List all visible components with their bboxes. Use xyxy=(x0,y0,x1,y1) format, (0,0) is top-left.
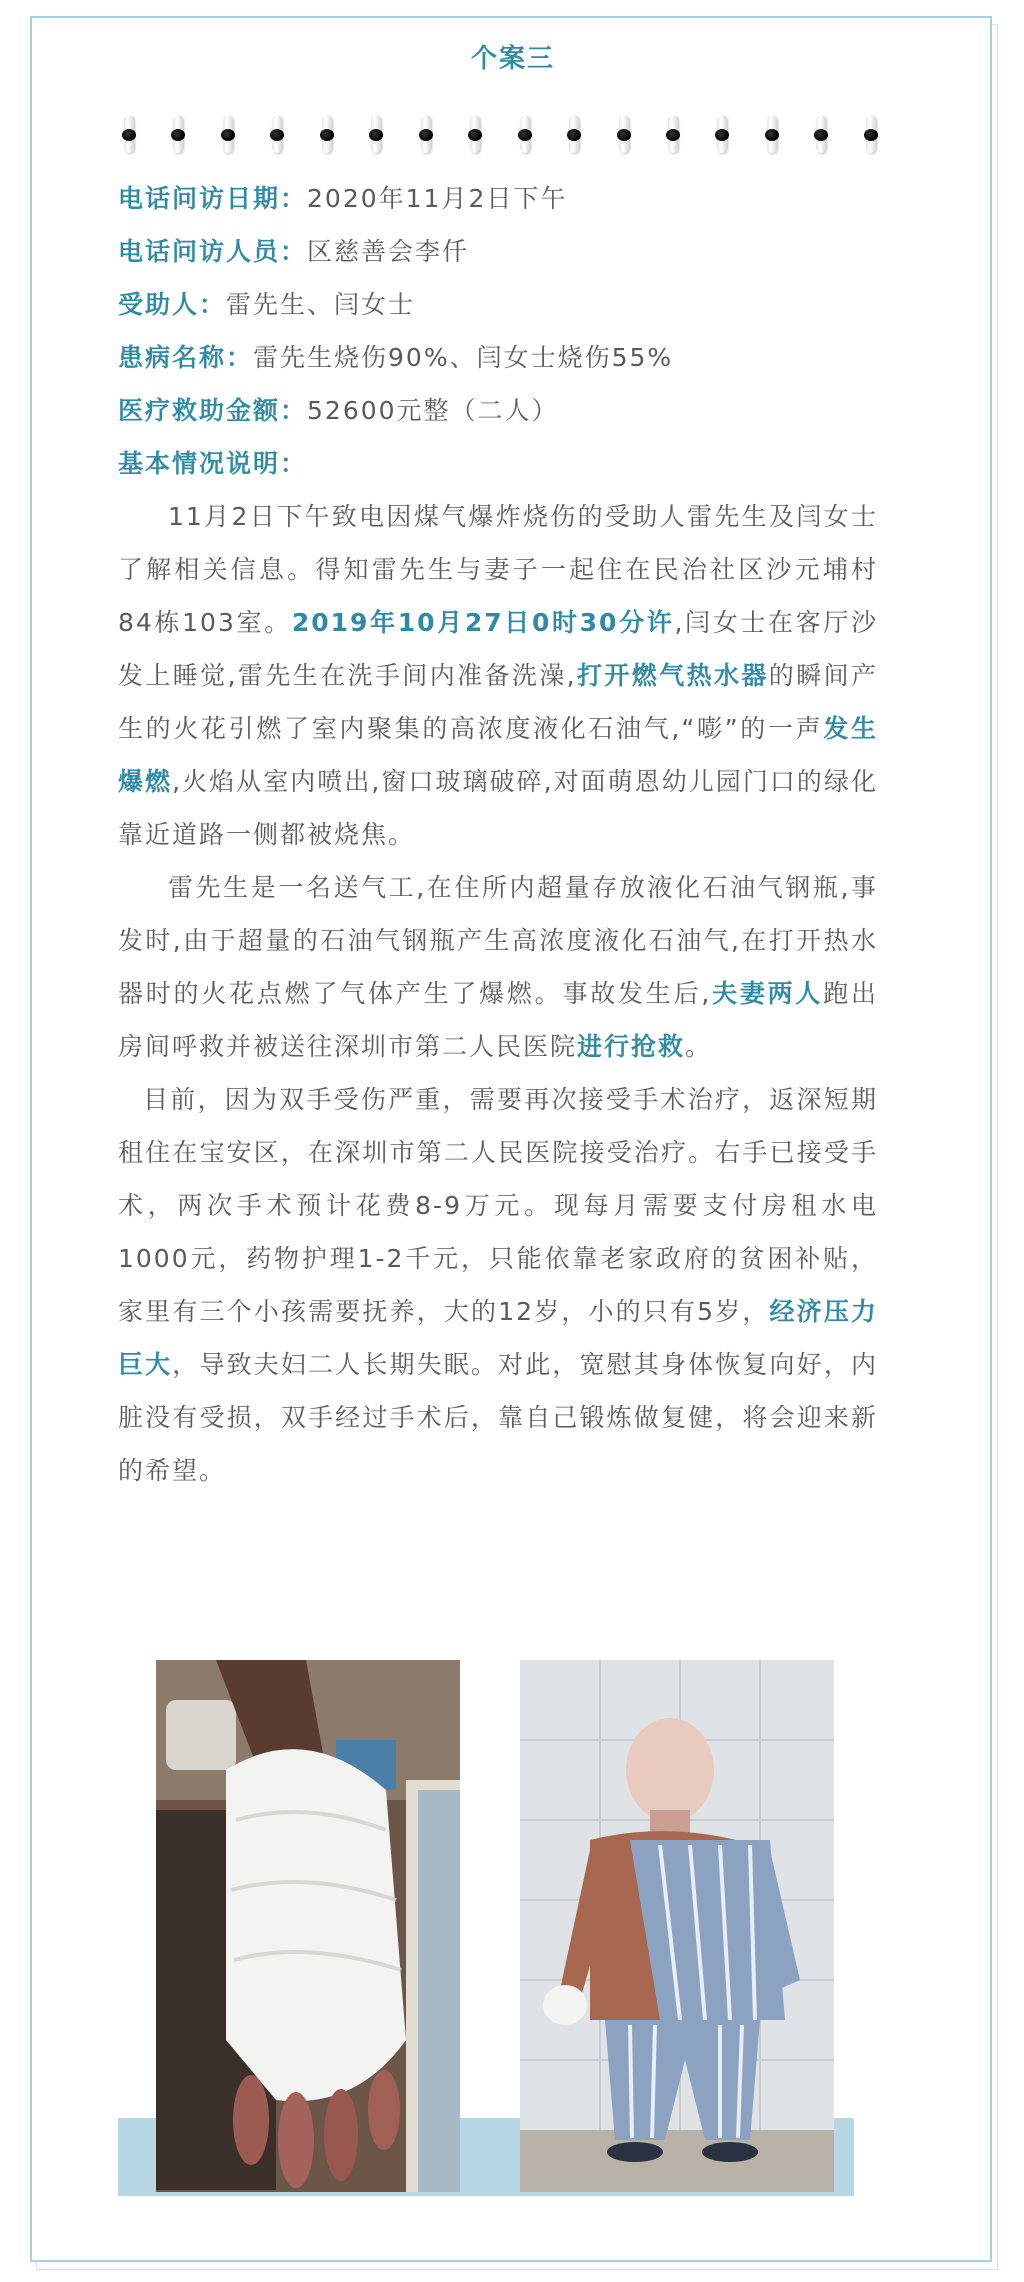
paragraph-incident xyxy=(118,490,878,861)
binder-ring-icon xyxy=(862,115,880,153)
meta-recipient xyxy=(118,278,878,331)
binder-ring-icon xyxy=(466,115,484,153)
binder-ring-icon xyxy=(318,115,336,153)
paragraph-cause xyxy=(118,861,878,1073)
binder-ring-icon xyxy=(615,115,633,153)
patient-standing-photo xyxy=(520,1660,834,2192)
highlight-couple: 夫妻两人 xyxy=(711,979,824,1008)
binder-ring-icon xyxy=(417,115,435,153)
binder-ring-icon xyxy=(516,115,534,153)
meta-value: 2020年11月2日下午 xyxy=(307,184,568,213)
meta-illness xyxy=(118,331,878,384)
highlight-rescue: 进行抢救 xyxy=(577,1032,686,1061)
meta-description xyxy=(118,437,878,490)
highlight-explosion: 发生爆燃 xyxy=(118,714,878,796)
meta-amount xyxy=(118,384,878,437)
meta-date xyxy=(118,172,878,225)
highlight-pressure: 经济压力巨大 xyxy=(118,1297,878,1379)
binder-ring-icon xyxy=(169,115,187,153)
meta-label: 患病名称： xyxy=(118,343,254,372)
binder-ring-icon xyxy=(664,115,682,153)
binder-ring-icon xyxy=(120,115,138,153)
meta-value: 雷先生、闫女士 xyxy=(226,290,416,319)
text-run: ,闫女士在客厅沙发上睡觉,雷先生在洗手间内准备洗澡, xyxy=(118,608,878,690)
highlight-heater: 打开燃气热水器 xyxy=(576,661,769,690)
binder-ring-icon xyxy=(763,115,781,153)
text-run: 的瞬间产生的火花引燃了室内聚集的高浓度液化石油气,“嘭”的一声 xyxy=(118,661,878,743)
binder-ring-icon xyxy=(219,115,237,153)
text-run: 。 xyxy=(685,1032,713,1061)
meta-interviewer xyxy=(118,225,878,278)
meta-label: 受助人： xyxy=(118,290,227,319)
meta-value: 区慈善会李仟 xyxy=(307,237,470,266)
case-title: 个案三 xyxy=(470,44,555,74)
text-run: 雷先生是一名送气工,在住所内超量存放液化石油气钢瓶,事发时,由于超量的石油气钢瓶产生高浓度液化石油气,在打开热水器时的火花点燃了气体产生了爆燃。事故发生后, xyxy=(118,873,878,1008)
highlight-date: 2019年10月27日0时30分许 xyxy=(291,608,675,637)
binder-ring-icon xyxy=(565,115,583,153)
case-content xyxy=(118,172,878,1497)
text-run: ，导致夫妇二人长期失眠。对此，宽慰其身体恢复向好，内脏没有受损，双手经过手术后，靠自己锻炼做复健，将会迎来新的希望。 xyxy=(118,1350,878,1485)
paragraph-current xyxy=(118,1073,878,1497)
meta-label: 医疗救助金额： xyxy=(118,396,308,425)
meta-label: 电话问访日期： xyxy=(118,184,308,213)
meta-label: 电话问访人员： xyxy=(118,237,308,266)
notebook-rings xyxy=(120,104,880,164)
meta-value: 雷先生烧伤90%、闫女士烧伤55% xyxy=(253,343,674,372)
binder-ring-icon xyxy=(367,115,385,153)
binder-ring-icon xyxy=(713,115,731,153)
text-run: 目前，因为双手受伤严重，需要再次接受手术治疗，返深短期租住在宝安区，在深圳市第二人民医院接受治疗。右手已接受手术，两次手术预计花费8-9万元。现每月需要支付房租水电1000元，药物护理1-2千元，只能依靠老家政府的贫困补贴，家里有三个小孩需要抚养，大的12岁，小的只有5岁， xyxy=(118,1085,878,1326)
bandaged-hand-photo xyxy=(156,1660,460,2192)
text-run: 11月2日下午致电因煤气爆炸烧伤的受助人雷先生及闫女士了解相关信息。得知雷先生与妻子一起住在民治社区沙元埔村84栋103室。 xyxy=(118,502,878,637)
binder-ring-icon xyxy=(812,115,830,153)
meta-label: 基本情况说明： xyxy=(118,449,308,478)
meta-value: 52600元整（二人） xyxy=(307,396,559,425)
binder-ring-icon xyxy=(268,115,286,153)
text-run: 跑出房间呼救并被送往深圳市第二人民医院 xyxy=(118,979,878,1061)
text-run: ,火焰从室内喷出,窗口玻璃破碎,对面萌恩幼儿园门口的绿化靠近道路一侧都被烧焦。 xyxy=(118,767,878,849)
